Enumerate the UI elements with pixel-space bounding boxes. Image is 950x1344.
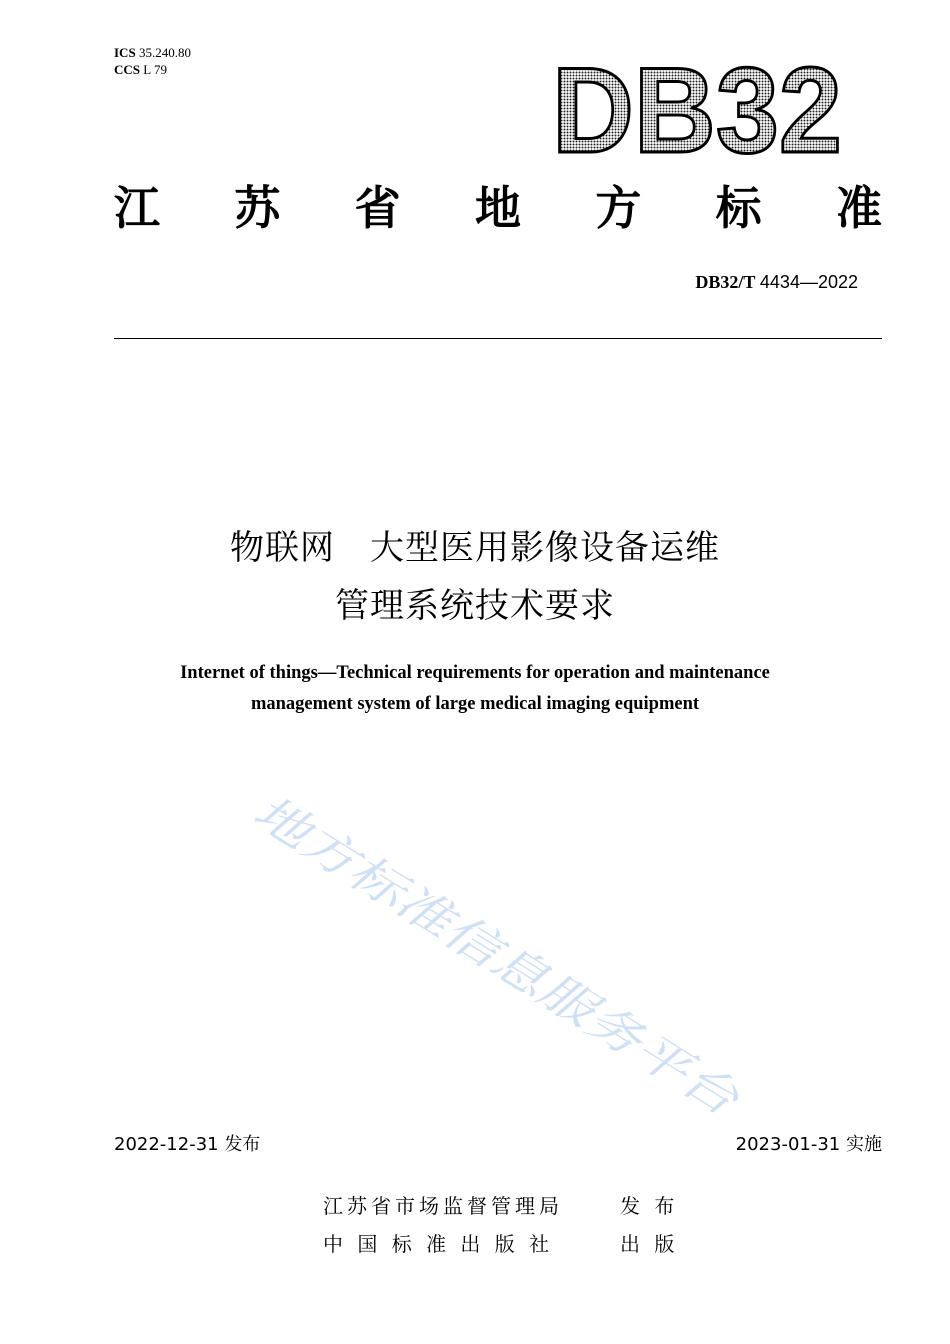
logo-text: DB32: [552, 44, 842, 164]
title-en-line1: Internet of things—Technical requirements for operation and maintenance: [180, 663, 770, 683]
classification-codes: [114, 44, 191, 78]
issuer-role: 发 布: [620, 1194, 679, 1218]
heading-char: 苏: [234, 181, 281, 235]
title-en-line2: management system of large medical imaging equipment: [250, 694, 700, 714]
publisher-role: 出 版: [620, 1232, 679, 1256]
heading-char: 省: [354, 181, 401, 235]
ccs-value: L 79: [143, 62, 167, 77]
header-divider: [114, 338, 882, 339]
issue-date: 2022-12-31 发布: [114, 1134, 261, 1155]
implement-date: 2023-01-31 实施: [735, 1134, 882, 1155]
standard-type-heading: [114, 178, 882, 238]
watermark: [240, 780, 800, 1120]
ics-row: [114, 44, 191, 61]
watermark-text: 地方标准信息服务平台: [244, 783, 663, 1074]
publisher-org: 中 国 标 准 出 版 社: [323, 1232, 554, 1256]
ics-value: 35.240.80: [138, 45, 191, 60]
ccs-label: CCS: [114, 62, 141, 77]
ics-label: ICS: [114, 45, 136, 60]
standard-prefix: DB32/T: [695, 272, 756, 292]
standard-code: 4434—2022: [759, 272, 858, 292]
heading-char: 标: [715, 181, 762, 235]
heading-char: 方: [595, 181, 642, 235]
standard-number: [695, 272, 858, 293]
title-cn-line2: 管理系统技术要求: [335, 586, 615, 626]
title-cn-line1: 物联网 大型医用影像设备运维: [230, 528, 720, 568]
issuer-org: 江苏省市场监督管理局: [323, 1194, 563, 1218]
heading-char: 江: [114, 181, 160, 235]
heading-char: 准: [835, 181, 882, 235]
heading-char: 地: [474, 181, 521, 235]
ccs-row: [114, 61, 191, 78]
db32-logo: [548, 44, 848, 164]
